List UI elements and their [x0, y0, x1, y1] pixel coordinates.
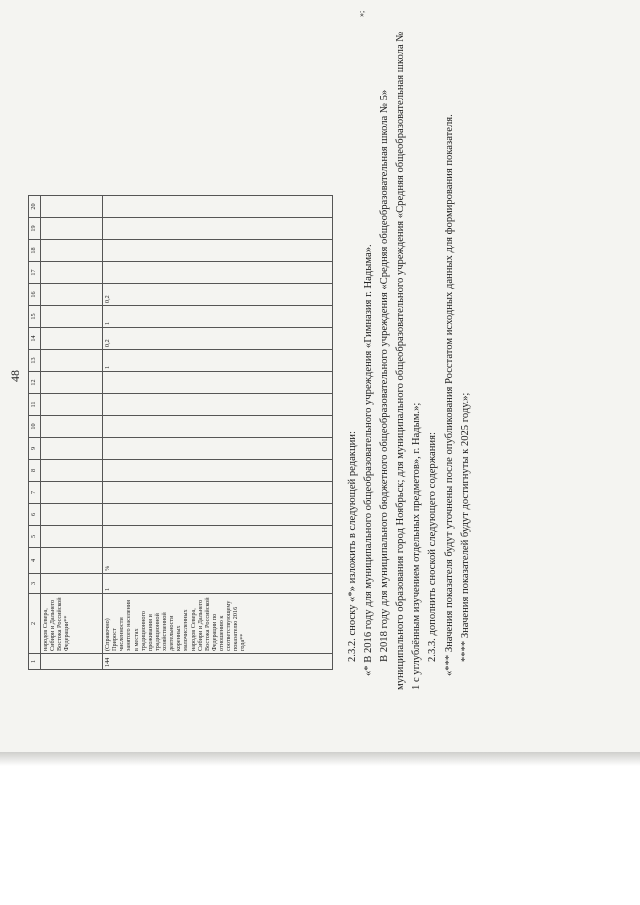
page-number: 48 [8, 370, 22, 382]
header-cell: 18 [29, 240, 41, 262]
table-cell [103, 416, 333, 438]
header-cell: 19 [29, 218, 41, 240]
table-cell [103, 196, 333, 218]
table-cell [41, 574, 103, 594]
paragraph: **** Значения показателей будут достигнуты к 2025 году.»; [459, 392, 471, 662]
header-cell: 12 [29, 372, 41, 394]
paragraph: «* В 2016 году для муниципального общеобразовательного учреждения «Гимназия г. Надыма». [363, 244, 375, 676]
table-cell [41, 548, 103, 574]
table-header-row [29, 196, 41, 670]
table-cell: 0,2 [103, 284, 333, 306]
table-cell [103, 460, 333, 482]
table-cell [41, 328, 103, 350]
header-cell: 5 [29, 526, 41, 548]
table-cell: 1 [103, 574, 333, 594]
table-cell: (Справочно) Прирост численности занятого населения в местах традиционного проживания и традиционной хозяйственной деятельности коренных малочисленных народов Севера, Сибири и Дальнего Востока Российской Федерации по отношению к соответствующему показателю 2016 года** [103, 594, 333, 654]
table-closing-mark: »; [357, 10, 366, 17]
table-cell [103, 438, 333, 460]
table-cell [103, 262, 333, 284]
header-cell: 17 [29, 262, 41, 284]
table-cell [103, 482, 333, 504]
table-cell [41, 350, 103, 372]
table-row [41, 196, 103, 670]
header-cell: 9 [29, 438, 41, 460]
table-cell [41, 460, 103, 482]
paragraph: 2.3.2. сноску «*» изложить в следующей редакции: [347, 431, 358, 662]
table-cell [41, 284, 103, 306]
table-cell [41, 654, 103, 670]
table-cell [41, 218, 103, 240]
table-cell [41, 438, 103, 460]
header-cell: 10 [29, 416, 41, 438]
table-cell [41, 306, 103, 328]
table-cell [41, 196, 103, 218]
table-cell [41, 394, 103, 416]
header-cell: 7 [29, 482, 41, 504]
header-cell: 1 [29, 654, 41, 670]
table-cell [41, 482, 103, 504]
table-cell: 0,2 [103, 328, 333, 350]
table-cell [103, 526, 333, 548]
table-cell [41, 240, 103, 262]
header-cell: 6 [29, 504, 41, 526]
table-cell: народов Севера, Сибири и Дальнего Востока Российской Федерации** [41, 594, 103, 654]
table-cell: 144 [103, 654, 333, 670]
table-cell [103, 218, 333, 240]
paragraph: 2.3.3. дополнить сноской следующего содержания: [427, 432, 439, 662]
table-cell [103, 240, 333, 262]
header-cell: 2 [29, 594, 41, 654]
table-cell: 1 [103, 350, 333, 372]
table-cell [41, 262, 103, 284]
scan-page-edge [0, 752, 640, 766]
table-cell [41, 526, 103, 548]
table-cell [103, 394, 333, 416]
header-cell: 20 [29, 196, 41, 218]
header-cell: 11 [29, 394, 41, 416]
header-cell: 13 [29, 350, 41, 372]
table-cell [41, 504, 103, 526]
header-cell: 4 [29, 548, 41, 574]
table-cell [41, 372, 103, 394]
amendment-text [345, 30, 474, 690]
table-cell: 1 [103, 306, 333, 328]
table-cell [41, 416, 103, 438]
table-cell [103, 372, 333, 394]
table-row [103, 196, 333, 670]
header-cell: 14 [29, 328, 41, 350]
header-cell: 15 [29, 306, 41, 328]
indicator-table [28, 195, 333, 670]
table-cell: % [103, 548, 333, 574]
header-cell: 3 [29, 574, 41, 594]
header-cell: 8 [29, 460, 41, 482]
header-cell: 16 [29, 284, 41, 306]
paragraph: «*** Значения показателя будут уточнены после опубликования Росстатом исходных данных для формирования показателя. [443, 114, 455, 676]
paragraph: В 2018 году для муниципального бюджетного общеобразовательного учреждения «Средняя общеобразовательная школа № 5» муниципального образования город Ноябрьск; для муниципального общеобразовательного учреждения «Средняя общеобразовательная школа № 1 с углублённым изучением отдельных предметов», г. Надым.»; [379, 31, 423, 690]
table-cell [103, 504, 333, 526]
